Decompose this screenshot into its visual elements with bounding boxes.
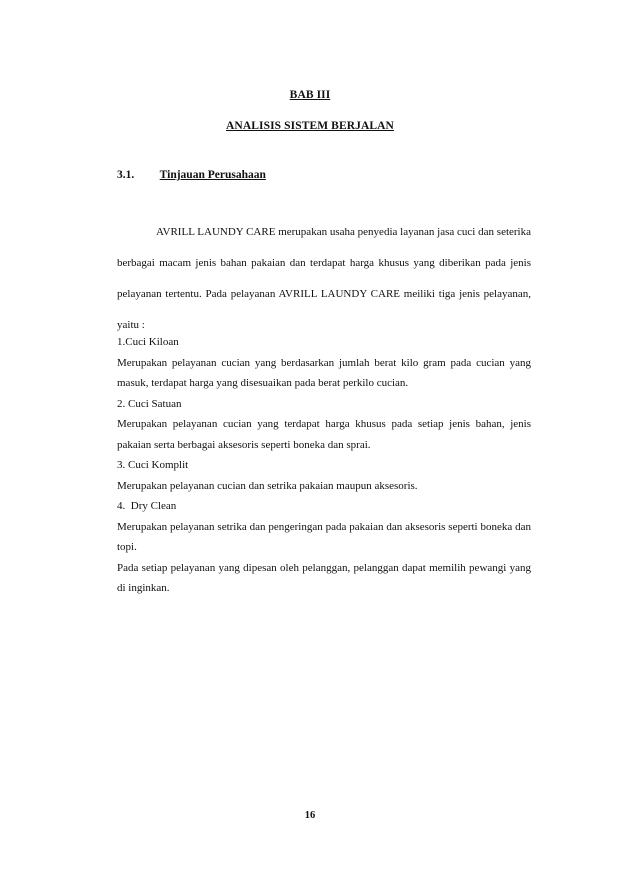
page-number: 16 bbox=[304, 810, 316, 821]
service-description: Merupakan pelayanan cucian dan setrika pakaian maupun aksesoris. bbox=[117, 479, 418, 492]
closing-paragraph: Pada setiap pelayanan yang dipesan oleh pelanggan, pelanggan dapat memilih pewangi yang di inginkan. bbox=[117, 561, 531, 594]
intro-paragraph: AVRILL LAUNDY CARE merupakan usaha penyedia layanan jasa cuci dan seterika berbagai macam jenis bahan pakaian dan terdapat harga khusus yang diberikan pada jenis pelayanan tertentu. Pada pelayanan AVRILL LAUNDY CARE meiliki tiga jenis pelayanan, yaitu : bbox=[117, 226, 531, 331]
chapter-label: BAB III bbox=[289, 89, 331, 101]
service-title: 2. Cuci Satuan bbox=[117, 397, 182, 410]
chapter-title: ANALISIS SISTEM BERJALAN bbox=[226, 120, 394, 132]
service-title: 1.Cuci Kiloan bbox=[117, 336, 179, 348]
service-description: Merupakan pelayanan cucian yang berdasarkan jumlah berat kilo gram pada cucian yang masuk, terdapat harga yang disesuaikan pada berat perkilo cucian. bbox=[117, 356, 531, 389]
service-description: Merupakan pelayanan setrika dan pengeringan pada pakaian dan aksesoris seperti boneka dan topi. bbox=[117, 520, 531, 553]
section-heading bbox=[117, 169, 266, 181]
service-description: Merupakan pelayanan cucian yang terdapat harga khusus pada setiap jenis bahan, jenis pakaian serta berbagai aksesoris seperti boneka dan sprai. bbox=[117, 418, 531, 451]
section-number: 3.1. bbox=[117, 169, 135, 181]
services-list bbox=[117, 332, 531, 599]
service-title: 4. Dry Clean bbox=[117, 500, 177, 512]
section-title: Tinjauan Perusahaan bbox=[159, 169, 266, 181]
service-title: 3. Cuci Komplit bbox=[117, 459, 189, 471]
